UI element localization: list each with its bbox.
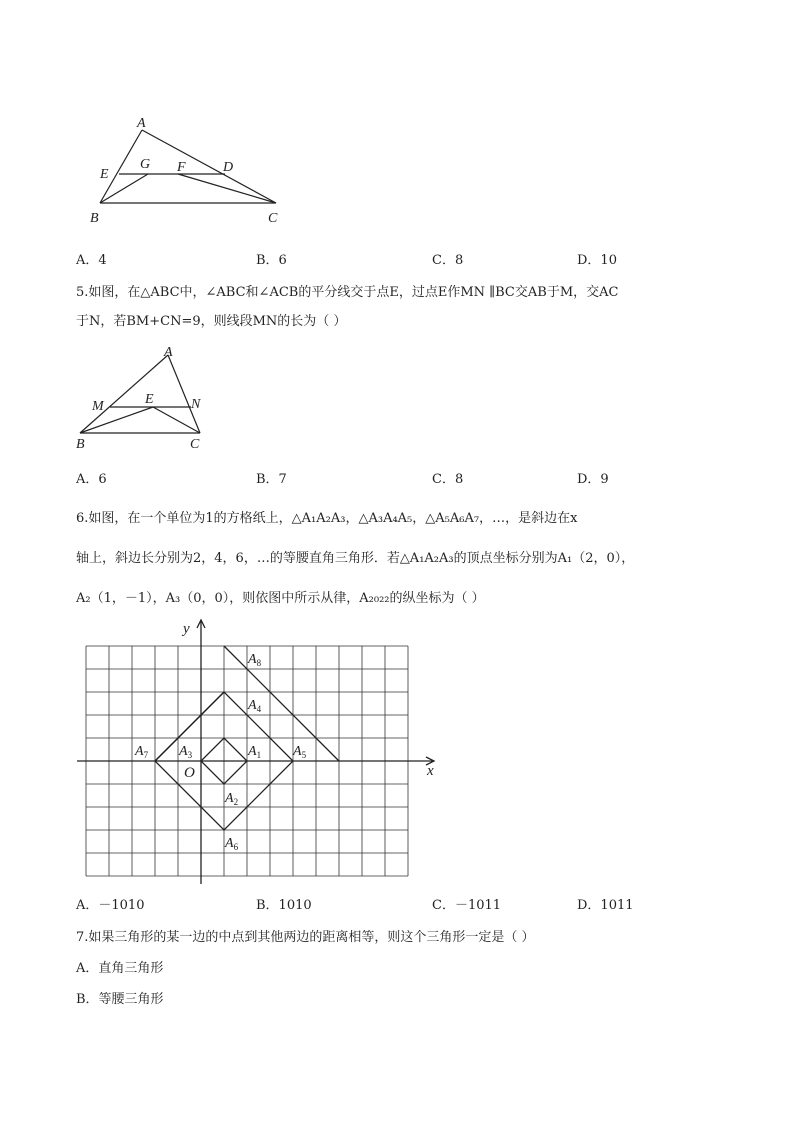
label-A7: $A_7$ (135, 744, 149, 760)
segment-AC (168, 355, 200, 433)
figure-q5-triangle (70, 340, 220, 452)
q7-option-b[interactable]: B．等腰三角形 (76, 992, 164, 1007)
q6-option-b[interactable]: B．1010 (256, 898, 312, 913)
segment-A8-right (224, 646, 339, 761)
label-B: B (90, 211, 99, 226)
q4-option-a[interactable]: A．4 (76, 253, 107, 268)
q5-stem-line1: 5.如图，在△ABC中，∠ABC和∠ACB的平分线交于点E，过点E作MN ∥BC交AB于M，交AC (76, 285, 619, 300)
q6-stem-line1: 6.如图，在一个单位为1的方格纸上，△A₁A₂A₃，△A₃A₄A₅，△A₅A₆A₇，…，是斜边在x (76, 511, 578, 526)
q4-option-b[interactable]: B．6 (256, 253, 287, 268)
y-axis-label: y (183, 621, 190, 637)
origin-label: O (184, 765, 195, 781)
label-A6: $A_6$ (225, 836, 239, 852)
q7-option-a[interactable]: A．直角三角形 (76, 961, 164, 976)
q6-option-c[interactable]: C．－1011 (432, 898, 502, 913)
label-A: A (137, 116, 146, 131)
label-C: C (190, 437, 200, 452)
label-F: F (177, 160, 186, 175)
q6-stem-line2: 轴上，斜边长分别为2，4，6，…的等腰直角三角形．若△A₁A₂A₃的顶点坐标分别为A₁（2，0）， (76, 551, 635, 566)
segment-FC (178, 174, 276, 203)
label-A: A (164, 345, 173, 360)
q5-option-a[interactable]: A．6 (76, 472, 107, 487)
q4-option-d[interactable]: D．10 (577, 253, 617, 268)
x-axis-label: x (427, 763, 434, 779)
label-E: E (100, 167, 109, 182)
label-A8: $A_8$ (248, 652, 262, 668)
label-M: M (92, 399, 104, 414)
label-A5: $A_5$ (293, 744, 307, 760)
figure-q6-grid (72, 612, 452, 890)
segment-AB (80, 355, 168, 433)
q5-option-d[interactable]: D．9 (577, 472, 609, 487)
q7-stem-line1: 7.如果三角形的某一边的中点到其他两边的距离相等，则这个三角形一定是（ ） (76, 930, 535, 945)
label-A4: $A_4$ (248, 698, 262, 714)
q5-option-b[interactable]: B．7 (256, 472, 287, 487)
segment-BE (80, 407, 153, 433)
label-E: E (145, 392, 154, 407)
label-A3: $A_3$ (179, 744, 193, 760)
q6-option-d[interactable]: D．1011 (577, 898, 634, 913)
segment-AC (142, 130, 276, 203)
q4-option-c[interactable]: C．8 (432, 253, 464, 268)
q6-stem-line3: A₂（1，－1），A₃（0，0），则依图中所示从律，A₂₀₂₂的纵坐标为（ ） (76, 591, 485, 606)
label-A1: $A_1$ (248, 744, 262, 760)
label-C: C (268, 211, 278, 226)
label-A2: $A_2$ (225, 791, 239, 807)
figure-q4-triangle (86, 110, 296, 230)
q5-option-c[interactable]: C．8 (432, 472, 464, 487)
label-G: G (140, 157, 151, 172)
q5-stem-line2: 于N，若BM+CN=9，则线段MN的长为（ ） (76, 314, 347, 329)
label-B: B (76, 437, 85, 452)
label-N: N (191, 397, 201, 412)
label-D: D (223, 160, 234, 175)
q6-option-a[interactable]: A．－1010 (76, 898, 145, 913)
